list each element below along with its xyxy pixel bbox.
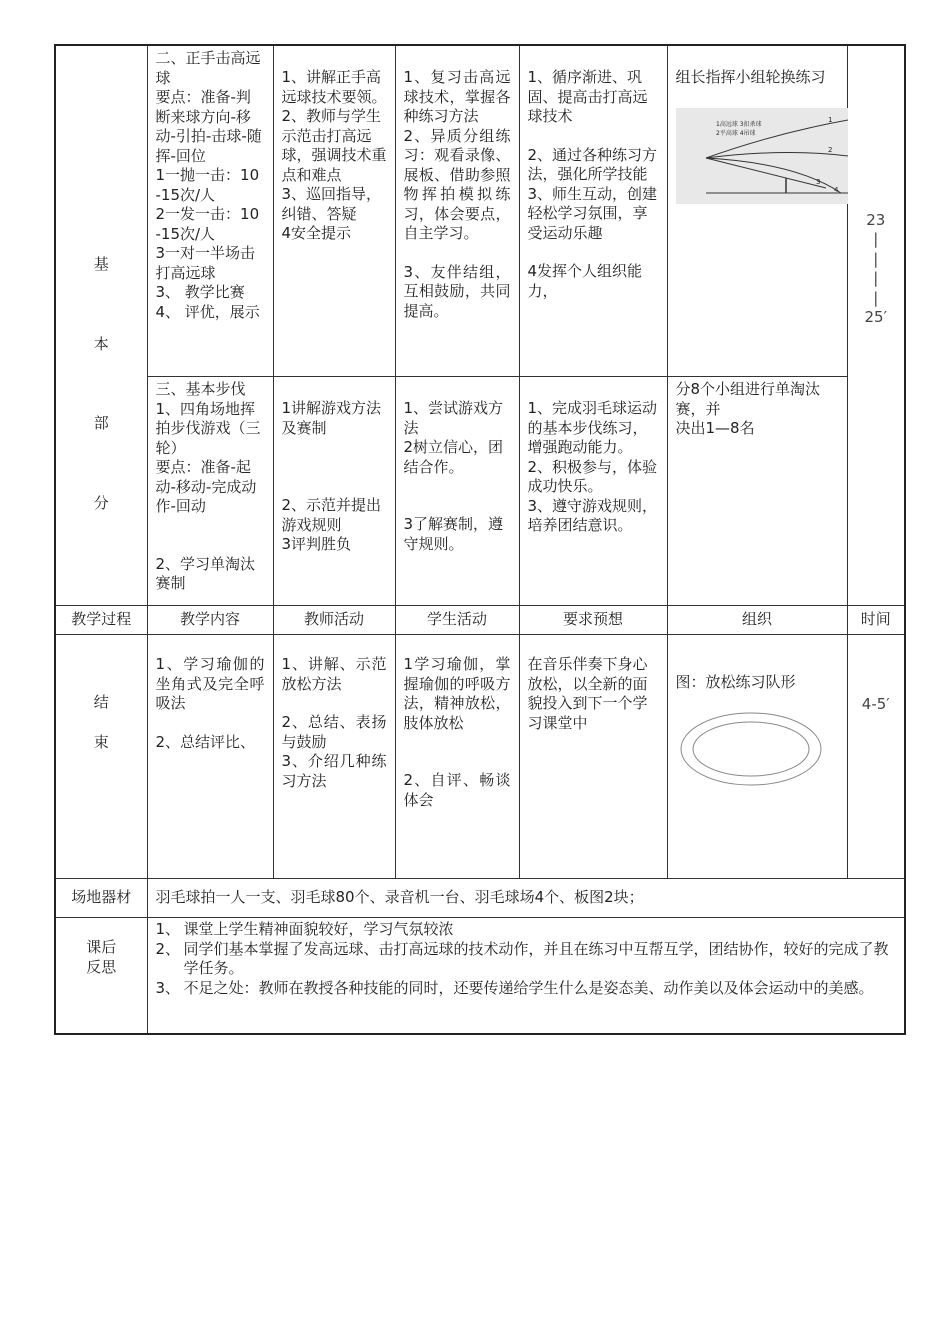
text-line: 分8个小组进行单淘汰赛，并 [675,380,821,418]
text-line: 1、尝试游戏方法 [403,399,504,437]
main-organize-2 [667,377,847,606]
diagram-curve-label: 3 [815,177,820,186]
text-line: 决出1—8名 [675,419,755,437]
time-line: | [873,288,879,307]
main-row-1 [55,45,905,377]
text-line: 2、自评、畅谈体会 [403,771,511,809]
text-line: 1、讲解正手高远球技术要领。 [281,68,387,106]
text-line: 1、四角场地挥拍步伐游戏（三轮） [155,399,261,457]
label-char: 束 [93,732,109,751]
text-line: 3、师生互动，创建轻松学习氛围，享受运动乐趣 [527,184,658,242]
text-line: 图：放松练习队形 [675,673,796,691]
ending-content [147,635,273,879]
label-text: 课后反思 [86,938,117,976]
main-student-1 [395,45,519,377]
reflection-num: 3、 [155,978,181,997]
text-line: 1学习瑜伽，掌握瑜伽的呼吸方法，精神放松，肢体放松 [403,655,511,732]
reflection-label [55,918,147,1035]
text-line: 2、总结评比、 [155,732,256,751]
lesson-plan [54,44,904,1035]
reflection-item [156,940,897,979]
text-line: 要点：准备-起动-移动-完成动作-回动 [155,458,257,515]
label-char: 分 [93,493,109,512]
text-line: 2、学习单淘汰赛制 [155,554,256,592]
text-line: 3、 教学比赛 [155,283,245,301]
text-line: 3、友伴结组，互相鼓励，共同提高。 [403,262,511,320]
text-line: 3评判胜负 [281,535,352,553]
text-line: 3、遵守游戏规则，培养团结意识。 [527,496,658,534]
text-line: 2、教师与学生示范击打高远球，强调技术重点和难点 [281,107,387,184]
text-line: 三、基本步伐 [155,380,246,398]
reflection-text: 课堂上学生精神面貌较好，学习气氛较浓 [183,920,454,938]
main-time [847,45,905,606]
reflection-item [156,920,897,940]
ending-row [55,635,905,879]
text-line: 1一抛一击：10-15次/人 [155,166,260,204]
ending-label [55,635,147,879]
reflection-text: 同学们基本掌握了发高远球、击打高远球的技术动作，并且在练习中互帮互学，团结协作，较好的完成了教学任务。 [183,939,889,977]
text-line: 2、示范并提出游戏规则 [281,496,382,534]
ending-expect [519,635,667,879]
header-expect: 要求预想 [519,606,667,635]
label-char: 基 [93,255,109,273]
text-line: 3、介绍几种练习方法 [281,752,387,790]
main-content-1 [147,45,273,377]
header-student: 学生活动 [395,606,519,635]
equipment-label: 场地器材 [55,879,147,918]
main-part-label [55,45,147,606]
lesson-table [54,44,906,1035]
main-student-2 [395,377,519,606]
main-content-2 [147,377,273,606]
text-line: 1讲解游戏方法及赛制 [281,399,382,437]
text-line: 2一发一击：10-15次/人 [155,205,260,243]
text-line: 2树立信心，团结合作。 [403,438,504,476]
text-line: 组长指挥小组轮换练习 [675,68,826,86]
trajectory-diagram-image [676,108,848,204]
main-teacher-1 [273,45,395,377]
time-line: | [873,269,879,287]
text-line: 4、 评优，展示 [155,302,260,321]
reflection-item [156,979,897,999]
reflection-num: 1、 [155,920,181,938]
equipment-text: 羽毛球拍一人一支、羽毛球80个、录音机一台、羽毛球场4个、板图2块； [147,879,905,918]
time-line: | [873,249,879,268]
reflection-row [55,918,905,1035]
text-line: 3了解赛制，遵守规则。 [403,515,504,553]
text-line: 4安全提示 [281,224,352,242]
ending-organize [667,635,847,879]
text-line: 要点：准备-判断来球方向-移动-引拍-击球-随挥-回位 [155,88,262,165]
text-line: 2、通过各种练习方法，强化所学技能 [527,145,658,183]
diagram-legend-2: 2平高球 4吊球 [715,129,756,137]
label-char: 结 [93,693,109,711]
header-row [55,606,905,635]
text-line: 1、学习瑜伽的坐角式及完全呼吸法 [155,655,265,712]
diagram-legend-1: 1高远球 3扣杀球 [715,120,762,128]
diagram-curve-label: 4 [833,185,838,194]
label-char: 本 [93,334,109,353]
main-expect-2 [519,377,667,606]
text-line: 二、正手击高远球 [155,49,261,87]
ending-time: 4-5′ [847,635,905,879]
text-line: 2、积极参与，体验成功快乐。 [527,457,658,495]
text-line: 3一对一半场击打高远球 [155,244,256,282]
text-line: 1、循序渐进、巩固、提高击打高远球技术 [527,68,648,125]
header-content: 教学内容 [147,606,273,635]
text-line: 1、完成羽毛球运动的基本步伐练习，增强跑动能力。 [527,399,658,456]
reflection-list [147,918,905,1035]
main-teacher-2 [273,377,395,606]
label-char: 部 [93,414,109,432]
text-line: 1、复习击高远球技术，掌握各种练习方法 [403,68,511,125]
text-line: 3、巡回指导，纠错、答疑 [281,185,382,223]
main-row-2 [55,377,905,606]
header-time: 时间 [847,606,905,635]
text-line: 在音乐伴奏下身心放松，以全新的面貌投入到下一个学习课堂中 [527,655,648,732]
time-line: 23 [866,210,886,229]
text-line: 4发挥个人组织能力， [527,262,643,300]
ending-student [395,635,519,879]
text-line: 1、讲解、示范放松方法 [281,655,387,693]
diagram-curve-label: 1 [827,115,832,124]
header-process: 教学过程 [55,606,147,635]
equipment-row [55,879,905,918]
ending-teacher [273,635,395,879]
time-line: | [873,230,879,248]
main-expect-1 [519,45,667,377]
relax-formation-diagram [676,709,826,789]
time-line: 25′ [864,308,887,326]
reflection-num: 2、 [155,939,181,958]
text-line: 2、总结、表扬与鼓励 [281,713,387,751]
reflection-text: 不足之处：教师在教授各种技能的同时，还要传递给学生什么是姿态美、动作美以及体会运动中的美感。 [183,978,874,997]
text-line: 2、异质分组练习：观看录像、展板、借助参照物挥拍模拟练习，体会要点，自主学习。 [403,126,511,242]
main-organize-1 [667,45,847,377]
header-teacher: 教师活动 [273,606,395,635]
header-organize: 组织 [667,606,847,635]
diagram-curve-label: 2 [827,145,832,154]
